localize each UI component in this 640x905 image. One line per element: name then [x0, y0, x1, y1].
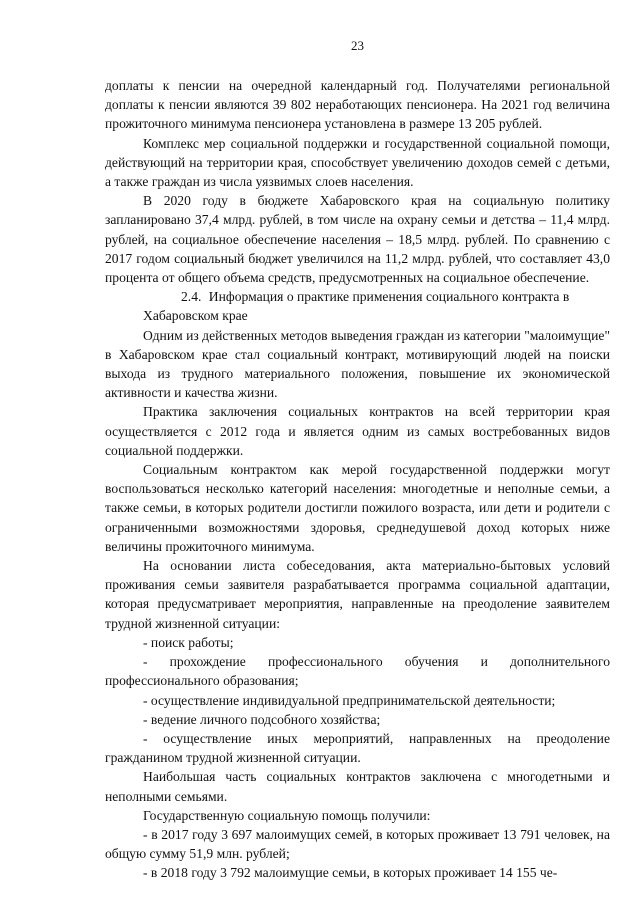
list-item: - в 2017 году 3 697 малоимущих семей, в которых проживает 13 791 человек, на общую сумму 51,9 млн. рублей; [105, 826, 610, 862]
paragraph-contract-practice: Практика заключения социальных контрактов на всей территории края осуществляется с 2012 года и является одним из самых востребованных видов социальной поддержки. [105, 404, 610, 458]
list-item: - ведение личного подсобного хозяйства; [143, 711, 381, 727]
paragraph-recipients-intro: Государственную социальную помощь получили: [143, 807, 431, 823]
paragraph-large-families: Наибольшая часть социальных контрактов заключена с многодетными и неполными семьями. [105, 769, 610, 804]
paragraph-social-contract-method: Одним из действенных методов выведения граждан из категории "малоимущие" в Хабаровском крае стал социальный контракт, мотивирующий людей на поиски выхода из трудного материального положения, повышение их экономической активности и качества жизни. [105, 327, 610, 401]
list-item: - осуществление иных мероприятий, направленных на преодоление гражданином трудной жизненной ситуации. [105, 730, 610, 766]
recipients-list [105, 825, 610, 883]
page-number: 23 [351, 38, 364, 53]
paragraph-eligible-categories: Социальным контрактом как мерой государственной поддержки могут воспользоваться несколько категорий населения: многодетные и неполные семьи, а также семьи, в которых родители достигли пожилого возраста, или дети и родители с ограниченными возможностями здоровья, среднедушевой доход которых ниже величины прожиточного минимума. [105, 462, 610, 554]
list-item: - прохождение профессионального обучения и дополнительного профессионального образования; [105, 654, 610, 689]
section-number: 2.4. [181, 289, 202, 305]
section-title: Информация о практике применения социального контракта в Хабаровском крае [143, 289, 570, 324]
body-text [105, 76, 610, 883]
paragraph-support-measures: Комплекс мер социальной поддержки и государственной социальной помощи, действующий на территории края, способствует увеличению доходов семей с детьми, а также граждан из числа уязвимых слоев населения. [105, 135, 610, 190]
paragraph-budget-2020: В 2020 году в бюджете Хабаровского края на социальную политику запланировано 37,4 млрд. рублей, в том числе на охрану семьи и детства – 11,4 млрд. рублей, на социальное обеспечение населения – 18,5 млрд. рублей. По сравнению с 2017 годом социальный бюджет увеличился на 11,2 млрд. рублей, что составляет 43,0 процента от общего объема средств, предусмотренных на социальное обеспечение. [105, 193, 610, 286]
section-heading [105, 287, 610, 325]
paragraph-pension-supplement: доплаты к пенсии на очередной календарный год. Получателями региональной доплаты к пенсии являются 39 802 неработающих пенсионера. На 2021 год величина прожиточного минимума пенсионера установлена в размере 13 205 рублей. [105, 78, 610, 132]
paragraph-adaptation-program: На основании листа собеседования, акта материально-бытовых условий проживания семьи заявителя разрабатывается программа социальной адаптации, которая предусматривает мероприятия, направленные на преодоление заявителем трудной жизненной ситуации: [105, 558, 610, 631]
list-item: - осуществление индивидуальной предпринимательской деятельности; [143, 692, 556, 708]
measures-list [105, 633, 610, 767]
list-item: - в 2018 году 3 792 малоимущие семьи, в которых проживает 14 155 че- [143, 865, 558, 881]
list-item: - поиск работы; [143, 634, 234, 650]
